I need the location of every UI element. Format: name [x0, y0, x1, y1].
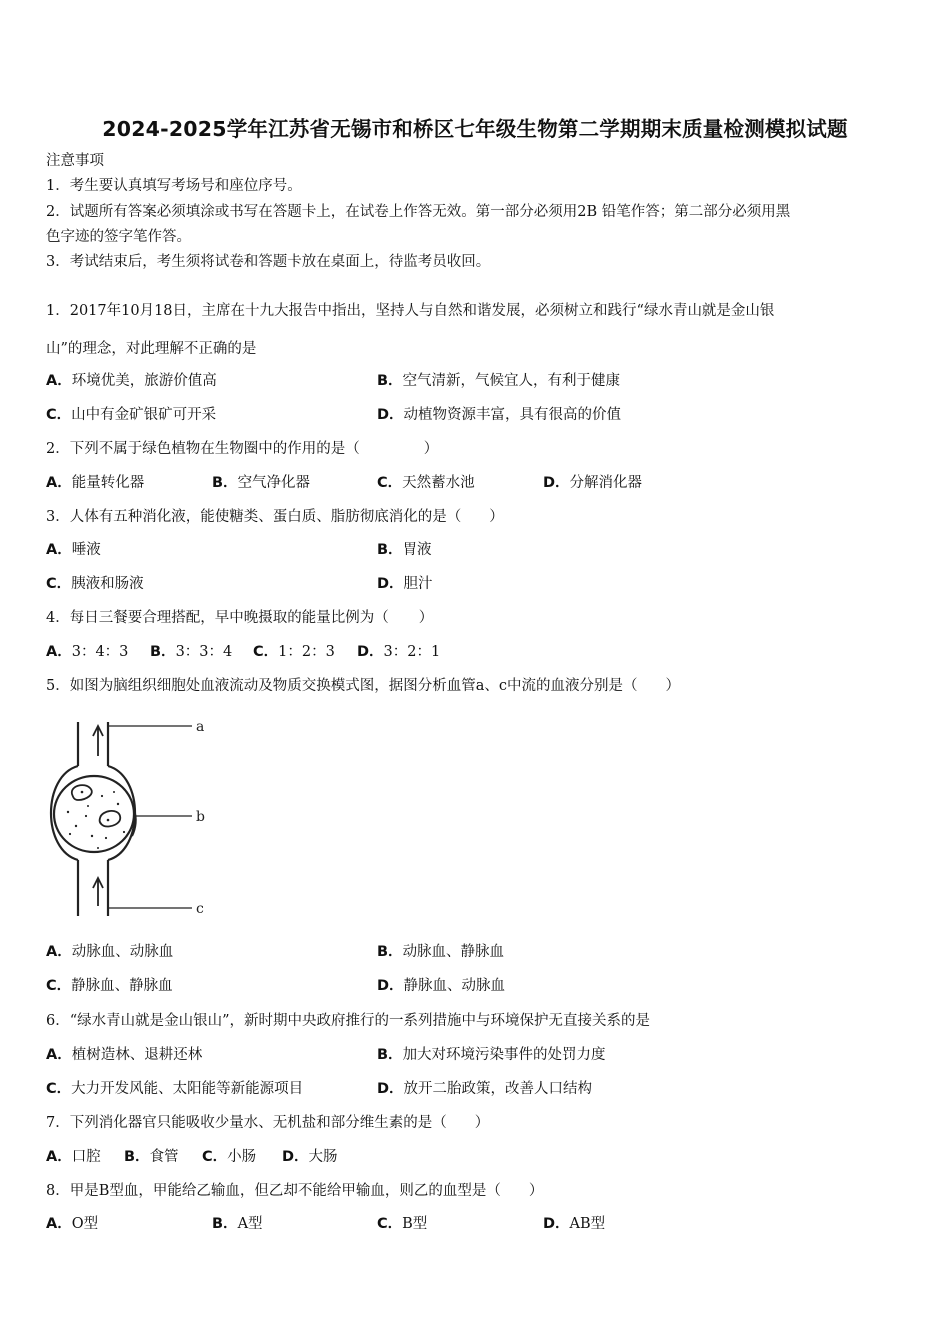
- q6-option-d: D．放开二胎政策，改善人口结构: [377, 1081, 593, 1097]
- q6-option-c: C．大力开发风能、太阳能等新能源项目: [46, 1081, 304, 1097]
- q7-option-d: D．大肠: [282, 1149, 338, 1165]
- q8-option-b: B．A型: [212, 1216, 263, 1232]
- blood-vessel-diagram: [40, 708, 230, 928]
- q3-stem: 3．人体有五种消化液，能使糖类、蛋白质、脂肪彻底消化的是（ ）: [46, 509, 504, 525]
- q4-option-a: A．3：4：3: [46, 644, 129, 660]
- q1-stem-cont: 山”的理念，对此理解不正确的是: [46, 341, 257, 357]
- q1-option-b: B．空气清新，气候宜人，有利于健康: [377, 373, 621, 389]
- q5-option-d: D．静脉血、动脉血: [377, 978, 506, 994]
- q8-stem: 8．甲是B型血，甲能给乙输血，但乙却不能给甲输血，则乙的血型是（ ）: [46, 1183, 544, 1199]
- label-a: a: [196, 719, 205, 735]
- q7-option-a: A．口腔: [46, 1149, 101, 1165]
- label-b: b: [196, 809, 205, 825]
- notice-item-2: 2．试题所有答案必须填涂或书写在答题卡上，在试卷上作答无效。第一部分必须用2B 铅笔作答；第二部分必须用黑: [46, 204, 791, 220]
- q1-stem: 1．2017年10月18日，主席在十九大报告中指出，坚持人与自然和谐发展，必须树立和践行“绿水青山就是金山银: [46, 303, 775, 319]
- q6-option-a: A．植树造林、退耕还林: [46, 1047, 203, 1063]
- q1-option-c: C．山中有金矿银矿可开采: [46, 407, 217, 423]
- q3-option-c: C．胰液和肠液: [46, 576, 144, 592]
- q7-stem: 7．下列消化器官只能吸收少量水、无机盐和部分维生素的是（ ）: [46, 1115, 490, 1131]
- q3-option-b: B．胃液: [377, 542, 432, 558]
- q5-option-b: B．动脉血、静脉血: [377, 944, 505, 960]
- q4-option-d: D．3：2：1: [357, 644, 441, 660]
- q4-stem: 4．每日三餐要合理搭配，早中晚摄取的能量比例为（ ）: [46, 610, 434, 626]
- q5-option-a: A．动脉血、动脉血: [46, 944, 174, 960]
- label-c: c: [196, 901, 204, 917]
- q8-option-c: C．B型: [377, 1216, 428, 1232]
- q6-option-b: B．加大对环境污染事件的处罚力度: [377, 1047, 606, 1063]
- q1-option-d: D．动植物资源丰富，具有很高的价值: [377, 407, 622, 423]
- q2-option-c: C．天然蓄水池: [377, 475, 475, 491]
- q2-stem: 2．下列不属于绿色植物在生物圈中的作用的是（ ）: [46, 441, 439, 457]
- q7-option-c: C．小肠: [202, 1149, 257, 1165]
- q3-option-a: A．唾液: [46, 542, 101, 558]
- q5-stem: 5．如图为脑组织细胞处血液流动及物质交换模式图，据图分析血管a、c中流的血液分别是（ ）: [46, 678, 680, 694]
- q3-option-d: D．胆汁: [377, 576, 433, 592]
- q2-option-b: B．空气净化器: [212, 475, 311, 491]
- q2-option-d: D．分解消化器: [543, 475, 643, 491]
- page-title: 2024-2025学年江苏省无锡市和桥区七年级生物第二学期期末质量检测模拟试题: [102, 117, 848, 141]
- q1-option-a: A．环境优美，旅游价值高: [46, 373, 217, 389]
- q8-option-d: D．AB型: [543, 1216, 606, 1232]
- notice-item-1: 1．考生要认真填写考场号和座位序号。: [46, 178, 302, 194]
- q6-stem: 6．“绿水青山就是金山银山”，新时期中央政府推行的一系列措施中与环境保护无直接关系的是: [46, 1013, 651, 1029]
- q8-option-a: A．O型: [46, 1216, 99, 1232]
- notice-item-2-cont: 色字迹的签字笔作答。: [46, 229, 191, 245]
- notice-heading: 注意事项: [46, 153, 104, 169]
- q4-option-b: B．3：3：4: [150, 644, 233, 660]
- q2-option-a: A．能量转化器: [46, 475, 145, 491]
- q4-option-c: C．1：2：3: [253, 644, 335, 660]
- q7-option-b: B．食管: [124, 1149, 179, 1165]
- q5-option-c: C．静脉血、静脉血: [46, 978, 173, 994]
- notice-item-3: 3．考试结束后，考生须将试卷和答题卡放在桌面上，待监考员收回。: [46, 254, 491, 270]
